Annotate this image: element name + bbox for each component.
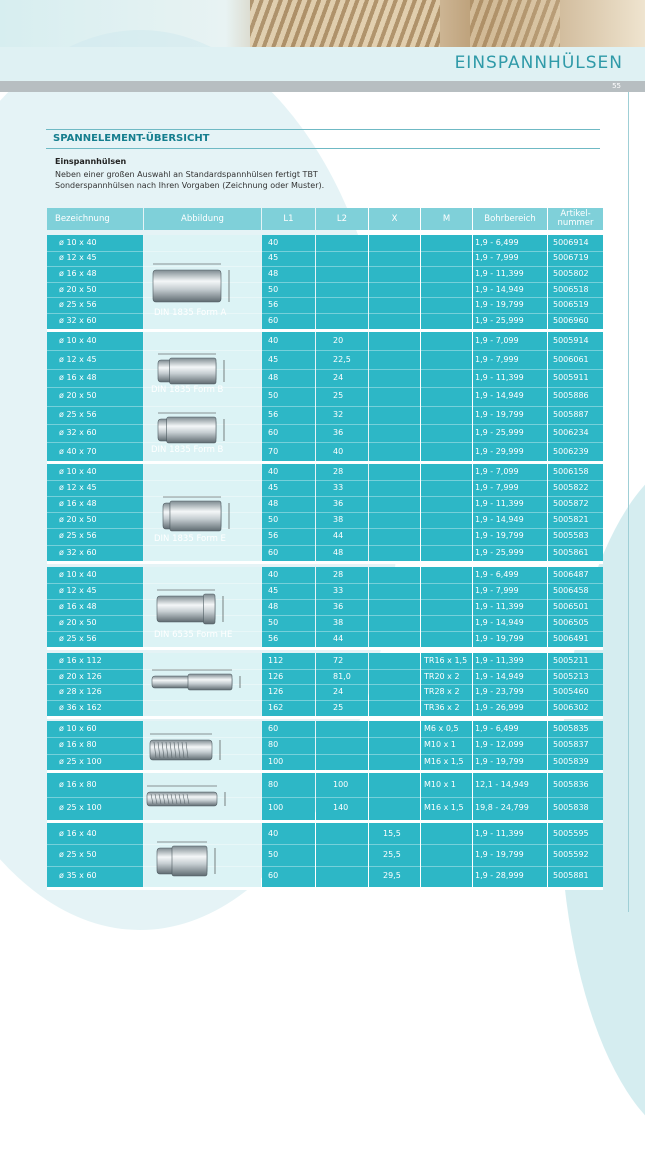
cell-n: ø 16 x 48	[59, 602, 97, 611]
table-row	[47, 407, 603, 423]
cell-m: M6 x 0,5	[424, 724, 459, 734]
row-divider	[47, 266, 603, 267]
cell-n: ø 35 x 60	[59, 871, 97, 881]
cell-l2: 44	[333, 634, 344, 643]
sleeve-short-illustration	[145, 836, 225, 888]
cell-b: 1,9 - 6,499	[475, 237, 519, 247]
cell-a: 5005583	[553, 531, 589, 541]
row-divider	[47, 599, 603, 600]
cell-n: ø 36 x 162	[59, 702, 102, 712]
cell-b: 19,8 - 24,799	[475, 803, 529, 813]
row-divider	[47, 583, 603, 584]
cell-b: 1,9 - 19,799	[475, 409, 524, 419]
cell-x: 25,5	[383, 849, 401, 859]
group-separator	[47, 887, 603, 890]
cell-l1: 60	[268, 428, 279, 438]
cell-n: ø 16 x 40	[59, 828, 97, 838]
cell-a: 5005914	[553, 336, 589, 346]
cell-a: 5006458	[553, 586, 589, 595]
cell-b: 1,9 - 6,499	[475, 724, 519, 734]
row-divider	[47, 737, 603, 738]
table-row	[47, 333, 603, 349]
cell-m: TR20 x 2	[424, 671, 460, 681]
row-divider	[47, 528, 603, 529]
cell-n: ø 20 x 126	[59, 671, 102, 681]
cell-b: 1,9 - 29,999	[475, 446, 524, 456]
cell-b: 1,9 - 11,399	[475, 499, 524, 509]
cell-l1: 45	[268, 586, 279, 595]
col-header-artikelnummer	[548, 208, 603, 230]
cell-n: ø 16 x 80	[59, 779, 97, 789]
col-header-l1: L1	[262, 208, 315, 230]
cell-n: ø 25 x 100	[59, 803, 102, 813]
cell-b: 1,9 - 11,399	[475, 269, 524, 278]
description-line: Sonderspannhülsen nach Ihren Vorgaben (Zeichnung oder Muster).	[55, 181, 325, 190]
cell-l1: 50	[268, 391, 279, 401]
cell-a: 5005821	[553, 515, 589, 525]
table-row	[47, 684, 603, 700]
cell-n: ø 12 x 45	[59, 586, 97, 595]
cell-l1: 50	[268, 849, 279, 859]
grey-band	[0, 81, 645, 92]
table-row	[47, 297, 603, 313]
cell-b: 1,9 - 28,999	[475, 871, 524, 881]
table-row	[47, 545, 603, 561]
table-group	[47, 773, 603, 820]
cell-a: 5005802	[553, 269, 589, 278]
cell-b: 1,9 - 14,949	[475, 671, 524, 681]
cell-a: 5005881	[553, 871, 589, 881]
cell-m: M10 x 1	[424, 779, 456, 789]
cell-b: 1,9 - 14,949	[475, 391, 524, 401]
table-row	[47, 868, 603, 884]
cell-l1: 40	[268, 237, 279, 247]
cell-a: 5006239	[553, 446, 589, 456]
table-row	[47, 721, 603, 737]
cell-n: ø 20 x 50	[59, 391, 97, 401]
cell-n: ø 10 x 40	[59, 467, 97, 477]
table-row	[47, 700, 603, 716]
cell-n: ø 10 x 40	[59, 336, 97, 346]
cell-l2: 28	[333, 467, 344, 477]
cell-b: 1,9 - 7,099	[475, 336, 519, 346]
subsection-title: Einspannhülsen	[55, 157, 127, 166]
cell-m: TR28 x 2	[424, 687, 460, 697]
cell-a: 5006302	[553, 702, 589, 712]
sleeve-threaded-m2-illustration	[135, 780, 235, 820]
col-header-x: X	[369, 208, 420, 230]
section-description	[55, 169, 435, 191]
form-label: DIN 6535 Form HE	[154, 630, 233, 640]
cell-n: ø 16 x 48	[59, 269, 97, 278]
cell-a: 5005872	[553, 499, 589, 509]
cell-l1: 100	[268, 803, 284, 813]
row-divider	[47, 631, 603, 632]
cell-a: 5005861	[553, 547, 589, 557]
cell-l1: 80	[268, 779, 279, 789]
cell-a: 5005836	[553, 779, 589, 789]
cell-l1: 56	[268, 531, 279, 541]
cell-l1: 126	[268, 687, 284, 697]
form-label: DIN 1835 Form B	[151, 445, 224, 455]
cell-b: 1,9 - 12,099	[475, 740, 524, 750]
cell-l1: 56	[268, 634, 279, 643]
cell-l2: 38	[333, 618, 344, 627]
cell-a: 5006719	[553, 253, 589, 263]
cell-a: 5006158	[553, 467, 589, 477]
cell-l2: 36	[333, 428, 344, 438]
cell-a: 5005837	[553, 740, 589, 750]
right-margin-line	[628, 92, 629, 912]
group-separator	[47, 647, 603, 650]
cell-l1: 48	[268, 602, 279, 611]
row-divider	[47, 797, 603, 798]
table-row	[47, 250, 603, 266]
table-row	[47, 388, 603, 404]
table-row	[47, 464, 603, 480]
row-divider	[47, 496, 603, 497]
cell-n: ø 16 x 80	[59, 740, 97, 750]
cell-l2: 72	[333, 655, 344, 665]
cell-l1: 80	[268, 740, 279, 750]
cell-m: TR36 x 2	[424, 702, 460, 712]
row-divider	[47, 251, 603, 252]
cell-b: 1,9 - 26,999	[475, 702, 524, 712]
row-divider	[47, 406, 603, 407]
cell-b: 1,9 - 23,799	[475, 687, 524, 697]
col-header-m: M	[421, 208, 472, 230]
cell-b: 1,9 - 11,399	[475, 373, 524, 382]
form-label: DIN 1835 Form B	[151, 385, 224, 395]
cell-n: ø 16 x 48	[59, 373, 97, 382]
row-divider	[47, 615, 603, 616]
cell-b: 1,9 - 7,999	[475, 253, 519, 263]
table-row	[47, 653, 603, 669]
col-header-bezeichnung: Bezeichnung	[47, 208, 143, 230]
cell-a: 5005835	[553, 724, 589, 734]
cell-l2: 24	[333, 687, 344, 697]
sleeve-form-b-illustration-2	[146, 407, 234, 455]
cell-a: 5006505	[553, 618, 589, 627]
sleeve-form-e-illustration	[151, 491, 239, 543]
cell-a: 5005460	[553, 687, 589, 697]
cell-l1: 112	[268, 655, 284, 665]
cell-l1: 70	[268, 446, 279, 456]
cell-l1: 45	[268, 354, 279, 364]
cell-l2: 33	[333, 586, 344, 595]
table-row	[47, 847, 603, 863]
form-label: DIN 1835 Form A	[154, 308, 227, 318]
sleeve-form-b-illustration	[146, 348, 234, 396]
cell-n: ø 12 x 45	[59, 253, 97, 263]
cell-b: 1,9 - 7,999	[475, 354, 519, 364]
cell-l1: 40	[268, 467, 279, 477]
table-group	[47, 235, 603, 329]
table-row	[47, 754, 603, 770]
cell-l1: 45	[268, 483, 279, 493]
table-row	[47, 266, 603, 282]
cell-b: 1,9 - 6,499	[475, 570, 519, 579]
table-row	[47, 370, 603, 386]
cell-l1: 100	[268, 756, 284, 766]
cell-m: TR16 x 1,5	[424, 655, 468, 665]
row-divider	[47, 387, 603, 388]
table-row	[47, 528, 603, 544]
cell-l1: 60	[268, 547, 279, 557]
cell-l1: 56	[268, 300, 279, 310]
group-separator	[47, 561, 603, 564]
cell-a: 5006914	[553, 237, 589, 247]
gear-photo-2	[470, 0, 560, 47]
cell-l2: 24	[333, 373, 344, 382]
cell-l2: 32	[333, 409, 344, 419]
cell-l2: 81,0	[333, 671, 351, 681]
cell-n: ø 32 x 60	[59, 315, 97, 325]
cell-b: 1,9 - 25,999	[475, 547, 524, 557]
col-header-abbildung: Abbildung	[144, 208, 261, 230]
cell-l2: 100	[333, 779, 349, 789]
table-row	[47, 631, 603, 647]
cell-n: ø 10 x 40	[59, 570, 97, 579]
row-divider	[47, 350, 603, 351]
cell-n: ø 20 x 50	[59, 618, 97, 627]
row-divider	[47, 369, 603, 370]
cell-l1: 48	[268, 499, 279, 509]
cell-n: ø 25 x 100	[59, 756, 102, 766]
table-row	[47, 826, 603, 842]
cell-l2: 36	[333, 602, 344, 611]
table-row	[47, 425, 603, 441]
cell-a: 5005822	[553, 483, 589, 493]
cell-m: M16 x 1,5	[424, 803, 464, 813]
table-row	[47, 235, 603, 251]
cell-l2: 40	[333, 446, 344, 456]
cell-a: 5005839	[553, 756, 589, 766]
col-header-bohrbereich: Bohrbereich	[473, 208, 547, 230]
table-group	[47, 653, 603, 716]
cell-n: ø 16 x 112	[59, 655, 102, 665]
cell-l2: 38	[333, 515, 344, 525]
cell-b: 1,9 - 19,799	[475, 849, 524, 859]
cell-b: 1,9 - 14,949	[475, 515, 524, 525]
cell-l2: 140	[333, 803, 349, 813]
cell-x: 29,5	[383, 871, 401, 881]
sleeve-form-a-illustration	[141, 258, 239, 316]
section-rule-top	[46, 129, 600, 130]
cell-n: ø 20 x 50	[59, 284, 97, 294]
cell-a: 5005592	[553, 849, 589, 859]
cell-a: 5005211	[553, 655, 589, 665]
row-divider	[47, 866, 603, 867]
page-title: EINSPANNHÜLSEN	[454, 53, 623, 73]
row-divider	[47, 512, 603, 513]
cell-l1: 40	[268, 336, 279, 346]
cell-x: 15,5	[383, 828, 401, 838]
cell-l1: 50	[268, 618, 279, 627]
table-row	[47, 282, 603, 298]
row-divider	[47, 480, 603, 481]
table-group	[47, 567, 603, 647]
col-header-artikel-line1: Artikel-	[560, 209, 591, 219]
row-divider	[47, 424, 603, 425]
table-row	[47, 444, 603, 460]
cell-l1: 40	[268, 828, 279, 838]
table-row	[47, 480, 603, 496]
cell-b: 1,9 - 11,399	[475, 655, 524, 665]
sleeve-threaded-long-illustration	[140, 664, 250, 702]
row-divider	[47, 700, 603, 701]
cell-a: 5005595	[553, 828, 589, 838]
sleeve-form-he-illustration	[145, 584, 233, 636]
cell-n: ø 12 x 45	[59, 354, 97, 364]
cell-n: ø 40 x 70	[59, 446, 97, 456]
row-divider	[47, 545, 603, 546]
cell-b: 1,9 - 25,999	[475, 428, 524, 438]
cell-l1: 126	[268, 671, 284, 681]
cell-l2: 22,5	[333, 354, 351, 364]
cell-a: 5005887	[553, 409, 589, 419]
cell-b: 12,1 - 14,949	[475, 779, 529, 789]
cell-a: 5005213	[553, 671, 589, 681]
cell-l2: 28	[333, 570, 344, 579]
cell-n: ø 10 x 60	[59, 724, 97, 734]
cell-b: 1,9 - 19,799	[475, 531, 524, 541]
cell-b: 1,9 - 14,949	[475, 618, 524, 627]
cell-b: 1,9 - 7,999	[475, 586, 519, 595]
cell-n: ø 25 x 56	[59, 409, 97, 419]
row-divider	[47, 282, 603, 283]
table-row	[47, 512, 603, 528]
cell-n: ø 20 x 50	[59, 515, 97, 525]
table-row	[47, 313, 603, 329]
table-row	[47, 567, 603, 583]
group-separator	[47, 716, 603, 719]
cell-a: 5006960	[553, 315, 589, 325]
table-group	[47, 332, 603, 461]
cell-a: 5006519	[553, 300, 589, 310]
section-rule-bottom	[46, 148, 600, 149]
table-row	[47, 615, 603, 631]
cell-l1: 48	[268, 269, 279, 278]
cell-n: ø 25 x 50	[59, 849, 97, 859]
section-title: SPANNELEMENT-ÜBERSICHT	[53, 133, 210, 144]
cell-n: ø 28 x 126	[59, 687, 102, 697]
table-group	[47, 721, 603, 770]
cell-l1: 48	[268, 373, 279, 382]
title-bar	[0, 47, 645, 81]
cell-b: 1,9 - 11,399	[475, 602, 524, 611]
row-divider	[47, 442, 603, 443]
cell-b: 1,9 - 11,399	[475, 828, 524, 838]
table-row	[47, 800, 603, 816]
cell-l1: 50	[268, 284, 279, 294]
cell-l1: 60	[268, 871, 279, 881]
cell-l2: 25	[333, 702, 344, 712]
form-label: DIN 1835 Form E	[154, 534, 226, 544]
cell-l1: 40	[268, 570, 279, 579]
cell-l1: 45	[268, 253, 279, 263]
table-row	[47, 352, 603, 368]
table-row	[47, 583, 603, 599]
description-line: Neben einer großen Auswahl an Standardspannhülsen fertigt TBT	[55, 170, 318, 179]
row-divider	[47, 313, 603, 314]
cell-l2: 20	[333, 336, 344, 346]
cell-a: 5005911	[553, 373, 589, 382]
cell-n: ø 32 x 60	[59, 547, 97, 557]
cell-n: ø 12 x 45	[59, 483, 97, 493]
cell-n: ø 10 x 40	[59, 237, 97, 247]
cell-b: 1,9 - 19,799	[475, 634, 524, 643]
table-row	[47, 737, 603, 753]
row-divider	[47, 754, 603, 755]
cell-l2: 44	[333, 531, 344, 541]
cell-a: 5006518	[553, 284, 589, 294]
row-divider	[47, 669, 603, 670]
cell-a: 5006061	[553, 354, 589, 364]
cell-l1: 60	[268, 315, 279, 325]
cell-l2: 48	[333, 547, 344, 557]
cell-m: M16 x 1,5	[424, 756, 464, 766]
page-number: 55	[612, 82, 621, 90]
cell-b: 1,9 - 7,999	[475, 483, 519, 493]
cell-a: 5005886	[553, 391, 589, 401]
table-group	[47, 464, 603, 561]
cell-b: 1,9 - 19,799	[475, 756, 524, 766]
col-header-l2: L2	[316, 208, 368, 230]
table-group	[47, 823, 603, 887]
cell-n: ø 25 x 56	[59, 634, 97, 643]
table-row	[47, 777, 603, 793]
cell-m: M10 x 1	[424, 740, 456, 750]
cell-l2: 33	[333, 483, 344, 493]
table-row	[47, 599, 603, 615]
cell-l2: 25	[333, 391, 344, 401]
cell-l2: 36	[333, 499, 344, 509]
row-divider	[47, 684, 603, 685]
col-header-artikel-line2: nummer	[557, 218, 594, 228]
table-row	[47, 496, 603, 512]
cell-a: 5006487	[553, 570, 589, 579]
cell-l1: 60	[268, 724, 279, 734]
cell-a: 5006491	[553, 634, 589, 643]
cell-n: ø 16 x 48	[59, 499, 97, 509]
cell-n: ø 32 x 60	[59, 428, 97, 438]
row-divider	[47, 844, 603, 845]
cell-b: 1,9 - 14,949	[475, 284, 524, 294]
cell-n: ø 25 x 56	[59, 300, 97, 310]
table-row	[47, 669, 603, 685]
cell-l1: 50	[268, 515, 279, 525]
cell-a: 5006234	[553, 428, 589, 438]
cell-a: 5005838	[553, 803, 589, 813]
cell-l1: 56	[268, 409, 279, 419]
cell-n: ø 25 x 56	[59, 531, 97, 541]
cell-b: 1,9 - 7,099	[475, 467, 519, 477]
gear-photo	[250, 0, 440, 47]
cell-l1: 162	[268, 702, 284, 712]
sleeve-threaded-m-illustration	[138, 728, 230, 774]
cell-b: 1,9 - 19,799	[475, 300, 524, 310]
cell-a: 5006501	[553, 602, 589, 611]
row-divider	[47, 297, 603, 298]
cell-b: 1,9 - 25,999	[475, 315, 524, 325]
